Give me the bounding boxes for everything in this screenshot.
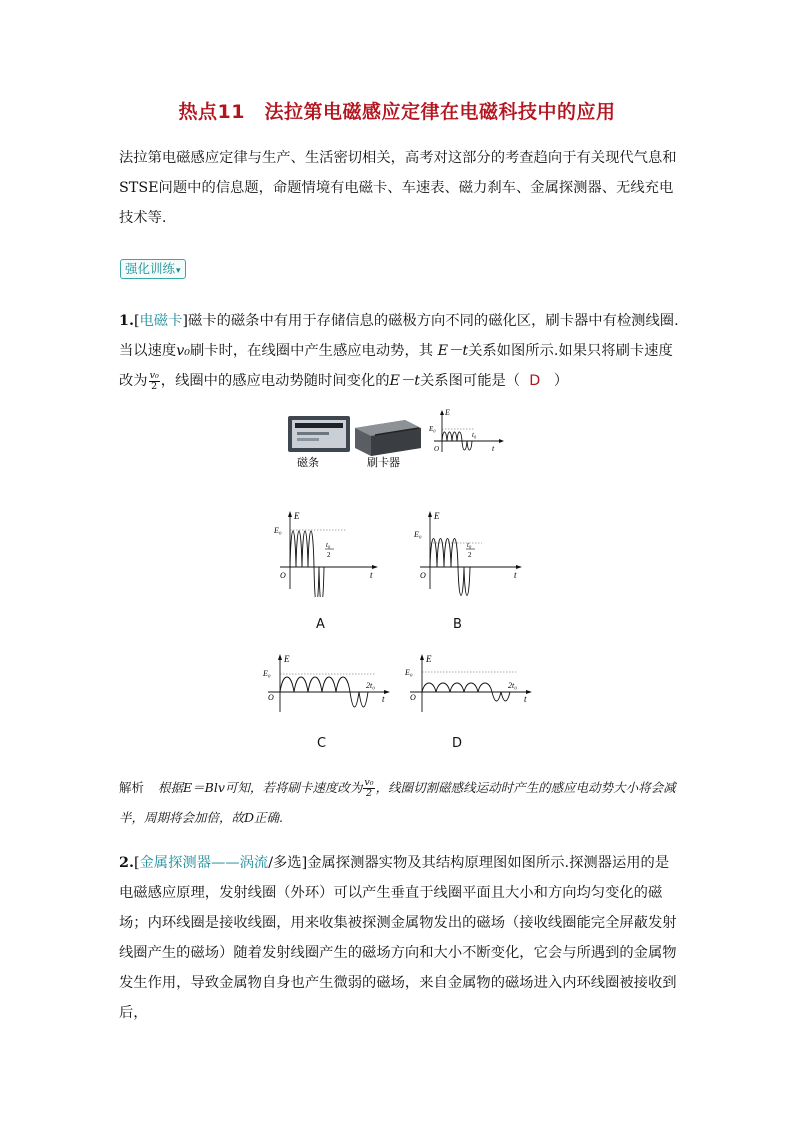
formula: E＝Blv xyxy=(183,780,225,795)
question-tag: 电磁卡 xyxy=(139,313,183,329)
card-label: 磁条 xyxy=(297,457,319,469)
option-d-label: D xyxy=(452,736,463,751)
svg-text:E: E xyxy=(426,654,432,664)
question-2: 2.[金属探测器——涡流/多选]金属探测器实物及其结构原理图如图所示.探测器运用的是电磁感应原理，发射线圈（外环）可以产生垂直于线圈平面且大小和方向均匀变化的磁场；内环线圈是接收线圈，用来收集被探测金属物发出的磁场（接收线圈能完全屏蔽发射线圈产生的磁场）随着发射线圈产生的磁场方向和大小不断变化，它会与所遇到的金属物发生作用，导致金属物自身也产生微弱的磁场，来自金属物的磁场进入内环线圈被接收到后， xyxy=(119,855,677,1021)
question-text: 刷卡时，在线圈中产生感应电动势，其 xyxy=(190,343,434,359)
svg-text:t: t xyxy=(514,570,517,580)
svg-text:O: O xyxy=(268,693,274,702)
option-d-graph xyxy=(400,650,535,715)
svg-text:O: O xyxy=(410,693,416,702)
svg-text:O: O xyxy=(434,445,440,453)
reader-label: 刷卡器 xyxy=(367,457,400,469)
svg-text:2: 2 xyxy=(468,551,472,559)
svg-text:E₀: E₀ xyxy=(429,425,436,433)
option-a-graph xyxy=(270,507,380,597)
svg-text:t₀: t₀ xyxy=(326,541,331,549)
svg-text:t: t xyxy=(382,694,385,704)
svg-text:t₀: t₀ xyxy=(467,541,472,549)
svg-text:E: E xyxy=(294,511,300,521)
question-text: 磁卡的磁条中有用于存储信息的磁极方向不同的磁化区，刷卡器中有检测线圈.当以速度 xyxy=(119,313,679,359)
question-text: 关系图可能是（ xyxy=(420,373,521,389)
svg-text:t: t xyxy=(524,694,527,704)
svg-text:E: E xyxy=(284,654,290,664)
svg-text:E₀: E₀ xyxy=(274,526,282,535)
svg-text:t: t xyxy=(492,444,495,453)
svg-text:t₀: t₀ xyxy=(472,431,477,439)
math-et: E－t xyxy=(389,373,421,389)
question-tag: 金属探测器——涡流 xyxy=(139,855,269,871)
question-number: 2. xyxy=(119,855,134,871)
question-text: 关系如图所示.如果只将刷卡速度改为 xyxy=(119,343,673,389)
question-text: 金属探测器实物及其结构原理图如图所示.探测器运用的是电磁感应原理，发射线圈（外环）可以产生垂直于线圈平面且大小和方向均匀变化的磁场；内环线圈是接收线圈，用来收集被探测金属物发出的磁场（接收线圈能完全屏蔽发射线圈产生的磁场）随着发射线圈产生的磁场方向和大小不断变化，它会与所遇到的金属物发生作用，导致金属物自身也产生微弱的磁场，来自金属物的磁场进入内环线圈被接收到后， xyxy=(119,855,677,1021)
svg-text:t: t xyxy=(370,570,373,580)
option-a-label: A xyxy=(316,617,325,632)
triangle-icon: ▾ xyxy=(176,266,181,276)
math-v0: v₀ xyxy=(176,343,190,359)
svg-text:2: 2 xyxy=(327,551,331,559)
question-number: 1. xyxy=(119,313,134,329)
svg-text:O: O xyxy=(280,571,286,580)
svg-text:E₀: E₀ xyxy=(263,669,271,678)
question-1: 1.[电磁卡]磁卡的磁条中有用于存储信息的磁极方向不同的磁化区，刷卡器中有检测线圈.当以速度v₀刷卡时，在线圈中产生感应电动势，其 E－t关系如图所示.如果只将刷卡速度改为 $\frac{\text{v₀}}{2}$ ，线圈中的感应电动势随时间变化的E－t关系图可能是（ D ） xyxy=(119,313,679,392)
svg-text:E: E xyxy=(434,511,440,521)
option-c-graph xyxy=(258,650,393,715)
svg-text:2t₀: 2t₀ xyxy=(366,681,376,690)
fraction: $\frac{\text{v₀}}{2}$ xyxy=(364,777,374,799)
solution: 解析 根据E＝Blv可知，若将刷卡速度改为 $\frac{\text{v₀}}{2}$ ，线圈切割磁感线运动时产生的感应电动势大小将会减半，周期将会加倍，故D正确. xyxy=(119,777,676,825)
answer: D xyxy=(529,373,541,389)
question-text: ，线圈中的感应电动势随时间变化的 xyxy=(160,373,390,389)
card-reader-figure xyxy=(285,408,425,473)
svg-text:E₀: E₀ xyxy=(414,530,422,539)
original-et-graph xyxy=(426,407,506,467)
section-tag xyxy=(120,259,186,279)
solution-label: 解析 xyxy=(119,780,145,795)
option-b-graph xyxy=(410,507,525,597)
option-c-label: C xyxy=(317,736,327,751)
intro-paragraph: 法拉第电磁感应定律与生产、生活密切相关，高考对这部分的考查趋向于有关现代气息和STSE问题中的信息题，命题情境有电磁卡、车速表、磁力刹车、金属探测器、无线充电技术等. xyxy=(119,150,677,226)
section-tag-label: 强化训练 xyxy=(125,261,176,276)
svg-text:E: E xyxy=(445,408,450,417)
fraction: $\frac{\text{v₀}}{2}$ xyxy=(149,369,159,392)
svg-text:O: O xyxy=(420,571,426,580)
svg-text:E₀: E₀ xyxy=(405,668,413,677)
svg-text:2t₀: 2t₀ xyxy=(508,681,518,690)
option-b-label: B xyxy=(453,617,462,632)
page-title: 热点11 法拉第电磁感应定律在电磁科技中的应用 xyxy=(178,101,616,123)
math-et: E－t xyxy=(437,343,469,359)
